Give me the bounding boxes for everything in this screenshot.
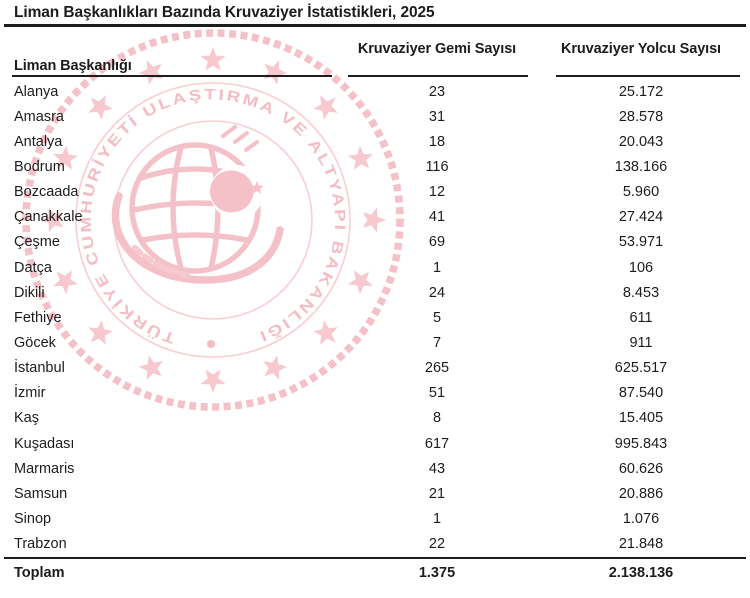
passenger-count: 611	[629, 309, 653, 326]
table-row	[0, 330, 750, 355]
passenger-count: 106	[628, 259, 654, 276]
rows-container	[0, 79, 750, 557]
port-name: Bozcaada	[14, 184, 79, 201]
port-name: Trabzon	[14, 536, 67, 553]
port-name: Amasra	[14, 108, 64, 125]
table-row	[0, 456, 750, 481]
passenger-count: 53.971	[618, 234, 664, 251]
table-row	[0, 481, 750, 506]
passenger-count: 1.076	[622, 510, 660, 527]
passenger-count: 15.405	[618, 410, 664, 427]
port-name: Fethiye	[14, 309, 62, 326]
table-row	[0, 79, 750, 104]
port-name: Kaş	[14, 410, 39, 427]
table-row	[0, 356, 750, 381]
passenger-count: 25.172	[618, 83, 664, 100]
port-name: İzmir	[14, 385, 46, 402]
port-name: Bodrum	[14, 158, 65, 175]
ship-count: 5	[432, 309, 442, 326]
passenger-count: 20.886	[618, 485, 664, 502]
ship-count: 8	[432, 410, 442, 427]
passenger-count: 21.848	[618, 536, 664, 553]
table-row	[0, 506, 750, 531]
total-label: Toplam	[14, 564, 65, 581]
passenger-count: 20.043	[618, 133, 664, 150]
passenger-count: 911	[629, 334, 653, 351]
table-row	[0, 431, 750, 456]
port-name: Göcek	[14, 334, 56, 351]
ship-count: 21	[428, 485, 446, 502]
ship-count: 12	[428, 184, 446, 201]
ship-count: 43	[428, 460, 446, 477]
passenger-count: 138.166	[614, 158, 668, 175]
page-title: Liman Başkanlıkları Bazında Kruvaziyer İstatistikleri, 2025	[14, 4, 435, 21]
passenger-count: 28.578	[618, 108, 664, 125]
total-row	[0, 559, 750, 586]
ship-count: 22	[428, 536, 446, 553]
total-ship-count: 1.375	[418, 564, 456, 581]
column-header-port: Liman Başkanlığı	[14, 58, 132, 74]
passenger-count: 27.424	[618, 209, 664, 226]
passenger-count: 60.626	[618, 460, 664, 477]
table-row	[0, 255, 750, 280]
table-row	[0, 406, 750, 431]
header-underline-port	[12, 75, 332, 77]
port-name: Samsun	[14, 485, 68, 502]
port-name: Sinop	[14, 510, 52, 527]
port-name: İstanbul	[14, 360, 65, 377]
ship-count: 1	[432, 510, 442, 527]
ship-count: 41	[428, 209, 446, 226]
table-row	[0, 180, 750, 205]
passenger-count: 8.453	[622, 284, 660, 301]
ship-count: 1	[432, 259, 442, 276]
ship-count: 24	[428, 284, 446, 301]
table-row	[0, 205, 750, 230]
header-underline-passengers	[556, 75, 740, 77]
port-name: Dikili	[14, 284, 45, 301]
ship-count: 116	[425, 158, 449, 175]
table-row	[0, 532, 750, 557]
port-name: Kuşadası	[14, 435, 75, 452]
table-row	[0, 154, 750, 179]
ship-count: 23	[428, 83, 446, 100]
port-name: Çeşme	[14, 234, 60, 251]
port-name: Çanakkale	[14, 209, 83, 226]
ship-count: 265	[424, 360, 450, 377]
total-passenger-count: 2.138.136	[608, 564, 674, 581]
table-row	[0, 305, 750, 330]
passenger-count: 87.540	[618, 385, 664, 402]
port-name: Marmaris	[14, 460, 75, 477]
passenger-count: 5.960	[622, 184, 660, 201]
title-rule	[4, 24, 746, 27]
ring-text: TÜRKİYE CUMHURİYETİ ULAŞTIRMA VE ALTYAPI BAKANLIĞI	[77, 86, 349, 347]
port-name: Datça	[14, 259, 52, 276]
port-name: Alanya	[14, 83, 59, 100]
column-header-ships: Kruvaziyer Gemi Sayısı	[357, 41, 517, 57]
column-header-passengers: Kruvaziyer Yolcu Sayısı	[561, 41, 721, 57]
table-row	[0, 381, 750, 406]
ship-count: 7	[432, 334, 442, 351]
ship-count: 51	[428, 385, 446, 402]
ship-count: 18	[428, 133, 446, 150]
header-underline-ships	[348, 75, 528, 77]
port-name: Antalya	[14, 133, 63, 150]
ship-count: 617	[424, 435, 450, 452]
ship-count: 31	[428, 108, 446, 125]
table-row	[0, 129, 750, 154]
table-row	[0, 230, 750, 255]
passenger-count: 995.843	[614, 435, 668, 452]
table-row	[0, 280, 750, 305]
passenger-count: 625.517	[614, 360, 668, 377]
table-row	[0, 104, 750, 129]
ship-count: 69	[428, 234, 446, 251]
